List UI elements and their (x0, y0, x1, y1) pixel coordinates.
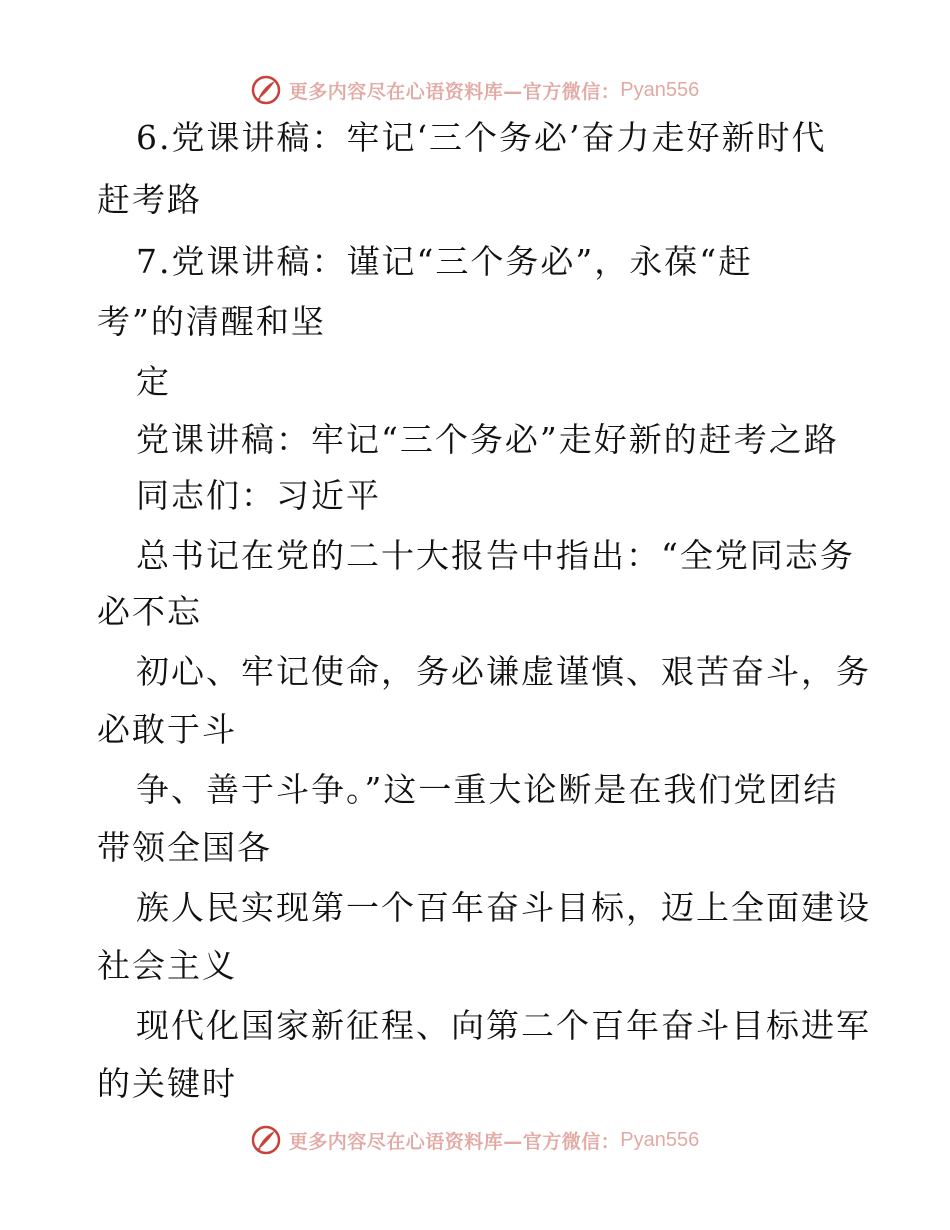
text-line: 争、善于斗争。”这一重大论断是在我们党团结 (136, 770, 839, 809)
text-line: 7.党课讲稿：谨记“三个务必”，永葆“赶 (136, 242, 754, 281)
text-line: 族人民实现第一个百年奋斗目标，迈上全面建设 (136, 888, 871, 927)
feather-seal-icon (251, 1125, 281, 1155)
text-line: 考”的清醒和坚 (97, 302, 326, 341)
text-line: 社会主义 (97, 946, 237, 985)
banner-text: 更多内容尽在心语资料库—官方微信： (288, 1130, 621, 1153)
text-line: 初心、牢记使命，务必谦虚谨慎、艰苦奋斗，务 (136, 652, 871, 691)
text-line: 必敢于斗 (97, 710, 237, 749)
text-line: 同志们：习近平 (136, 476, 381, 515)
text-line: 定 (136, 362, 171, 401)
footer-banner (0, 1120, 950, 1160)
banner-text: 更多内容尽在心语资料库—官方微信： (288, 80, 621, 103)
text-line: 总书记在党的二十大报告中指出：“全党同志务 (136, 536, 855, 575)
text-line: 现代化国家新征程、向第二个百年奋斗目标进军 (136, 1006, 871, 1045)
banner-wechat-id: Pyan556 (620, 78, 700, 101)
banner-wechat-id: Pyan556 (620, 1128, 700, 1151)
text-line: 必不忘 (97, 592, 202, 631)
text-line: 的关键时 (97, 1064, 237, 1103)
text-line: 6.党课讲稿：牢记‘三个务必’奋力走好新时代 (136, 118, 827, 157)
text-line: 赶考路 (97, 180, 202, 219)
text-line: 带领全国各 (97, 828, 272, 867)
header-banner (0, 70, 950, 110)
text-line: 党课讲稿：牢记“三个务必”走好新的赶考之路 (136, 420, 839, 459)
feather-seal-icon (251, 75, 281, 105)
